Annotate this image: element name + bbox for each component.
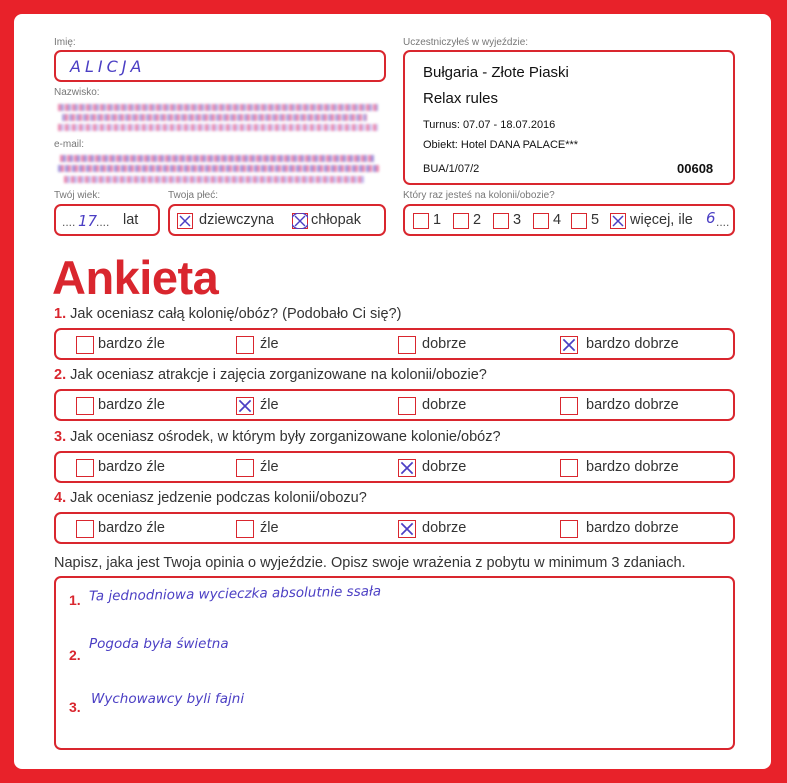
redacted-scribble xyxy=(58,104,378,111)
answer-checkbox[interactable] xyxy=(560,336,578,354)
answer-option-label: bardzo dobrze xyxy=(586,397,679,413)
email-label: e-mail: xyxy=(54,139,85,150)
times-checkbox-2[interactable] xyxy=(453,213,469,229)
age-value: 17 xyxy=(78,212,98,230)
answer-option-label: bardzo dobrze xyxy=(586,459,679,475)
redacted-scribble xyxy=(64,176,364,183)
gender-male-label: chłopak xyxy=(311,212,361,228)
times-option-5: 5 xyxy=(591,212,600,228)
opinion-line-2-number: 2. xyxy=(69,647,81,663)
answer-option-label: dobrze xyxy=(422,336,467,352)
answer-checkbox[interactable] xyxy=(398,520,416,538)
answer-row-1 xyxy=(54,328,735,360)
trip-turnus: Turnus: 07.07 - 18.07.2016 xyxy=(423,119,556,131)
question-number: 3. xyxy=(54,429,67,445)
answer-row-4 xyxy=(54,512,735,544)
redacted-scribble xyxy=(58,124,378,131)
opinion-line-3: Wychowawcy byli fajni xyxy=(91,691,245,707)
trip-label: Uczestniczyłeś w wyjeździe: xyxy=(403,37,529,48)
question-text: Jak oceniasz atrakcje i zajęcia zorganizowane na kolonii/obozie? xyxy=(70,367,487,383)
answer-option-label: dobrze xyxy=(422,459,467,475)
question-4 xyxy=(54,490,367,506)
trip-program: Relax rules xyxy=(423,90,499,107)
answer-checkbox[interactable] xyxy=(76,459,94,477)
answer-checkbox[interactable] xyxy=(398,459,416,477)
redacted-scribble xyxy=(58,165,380,172)
answer-option-label: źle xyxy=(260,336,279,352)
trip-code: BUA/1/07/2 xyxy=(423,163,480,175)
last-name-field[interactable] xyxy=(54,100,386,134)
opinion-line-1: Ta jednodniowa wycieczka absolutnie ssała xyxy=(88,583,382,605)
answer-checkbox[interactable] xyxy=(236,397,254,415)
trip-number: 00608 xyxy=(677,161,714,176)
answer-option-label: bardzo dobrze xyxy=(586,520,679,536)
question-2 xyxy=(54,367,487,383)
survey-title: Ankieta xyxy=(52,251,219,304)
opinion-line-1-number: 1. xyxy=(69,592,81,608)
question-text: Jak oceniasz jedzenie podczas kolonii/obozu? xyxy=(70,490,367,506)
times-option-4: 4 xyxy=(553,212,562,228)
opinion-field[interactable] xyxy=(54,576,735,750)
question-text: Jak oceniasz ośrodek, w którym były zorganizowane kolonie/obóz? xyxy=(70,429,501,445)
answer-checkbox[interactable] xyxy=(236,459,254,477)
answer-row-2 xyxy=(54,389,735,421)
times-option-1: 1 xyxy=(433,212,442,228)
gender-male-checkbox[interactable] xyxy=(292,213,308,229)
scribbled-mark-icon xyxy=(292,213,308,229)
answer-option-label: bardzo źle xyxy=(98,336,165,352)
times-option-2: 2 xyxy=(473,212,482,228)
age-dots-after: .... xyxy=(96,215,110,229)
times-more-label: więcej, ile xyxy=(630,212,693,228)
gender-female-checkbox[interactable] xyxy=(177,213,193,229)
answer-option-label: bardzo źle xyxy=(98,459,165,475)
answer-checkbox[interactable] xyxy=(236,520,254,538)
answer-checkbox[interactable] xyxy=(76,520,94,538)
answer-checkbox[interactable] xyxy=(76,397,94,415)
redacted-scribble xyxy=(62,114,367,121)
question-1 xyxy=(54,306,401,322)
times-checkbox-3[interactable] xyxy=(493,213,509,229)
times-field xyxy=(403,204,735,236)
question-number: 4. xyxy=(54,490,67,506)
cross-mark-icon xyxy=(177,213,193,229)
gender-field xyxy=(168,204,386,236)
email-field[interactable] xyxy=(54,151,386,189)
trip-obiekt: Obiekt: Hotel DANA PALACE*** xyxy=(423,139,579,151)
answer-option-label: bardzo źle xyxy=(98,520,165,536)
question-text: Jak oceniasz całą kolonię/obóz? (Podobało Ci się?) xyxy=(70,306,402,322)
times-checkbox-more[interactable] xyxy=(610,213,626,229)
cross-mark-icon xyxy=(398,520,416,538)
question-3 xyxy=(54,429,501,445)
answer-checkbox[interactable] xyxy=(398,336,416,354)
answer-option-label: źle xyxy=(260,459,279,475)
times-more-value: 6 xyxy=(706,209,716,227)
first-name-label: Imię: xyxy=(54,37,76,48)
opinion-prompt: Napisz, jaka jest Twoja opinia o wyjeździe. Opisz swoje wrażenia z pobytu w minimum 3 zdaniach. xyxy=(54,555,686,571)
first-name-field[interactable] xyxy=(54,50,386,82)
answer-row-3 xyxy=(54,451,735,483)
survey-sheet xyxy=(14,14,771,769)
cross-mark-icon xyxy=(560,336,578,354)
answer-option-label: dobrze xyxy=(422,520,467,536)
answer-checkbox[interactable] xyxy=(560,459,578,477)
gender-female-label: dziewczyna xyxy=(199,212,274,228)
trip-destination: Bułgaria - Złote Piaski xyxy=(423,64,569,81)
age-label: Twój wiek: xyxy=(54,190,101,201)
answer-option-label: bardzo źle xyxy=(98,397,165,413)
age-unit: lat xyxy=(123,212,139,228)
trip-card xyxy=(403,50,735,185)
question-number: 1. xyxy=(54,306,67,322)
times-checkbox-1[interactable] xyxy=(413,213,429,229)
answer-option-label: dobrze xyxy=(422,397,467,413)
cross-mark-icon xyxy=(610,213,626,229)
last-name-label: Nazwisko: xyxy=(54,87,100,98)
times-checkbox-4[interactable] xyxy=(533,213,549,229)
cross-mark-icon xyxy=(398,459,416,477)
question-number: 2. xyxy=(54,367,67,383)
times-option-3: 3 xyxy=(513,212,522,228)
answer-option-label: bardzo dobrze xyxy=(586,336,679,352)
age-field[interactable] xyxy=(54,204,160,236)
age-dots-before: .... xyxy=(62,215,76,229)
answer-checkbox[interactable] xyxy=(398,397,416,415)
answer-checkbox[interactable] xyxy=(236,336,254,354)
answer-checkbox[interactable] xyxy=(76,336,94,354)
times-more-dots: .... xyxy=(716,215,730,229)
cross-mark-icon xyxy=(236,397,254,415)
gender-label: Twoja płeć: xyxy=(168,190,219,201)
answer-option-label: źle xyxy=(260,520,279,536)
redacted-scribble xyxy=(60,155,375,162)
times-label: Który raz jesteś na kolonii/obozie? xyxy=(403,190,555,201)
answer-checkbox[interactable] xyxy=(560,520,578,538)
times-checkbox-5[interactable] xyxy=(571,213,587,229)
opinion-line-3-number: 3. xyxy=(69,699,81,715)
answer-checkbox[interactable] xyxy=(560,397,578,415)
first-name-value: ALICJA xyxy=(70,57,146,76)
answer-option-label: źle xyxy=(260,397,279,413)
opinion-line-2: Pogoda była świetna xyxy=(89,636,229,652)
